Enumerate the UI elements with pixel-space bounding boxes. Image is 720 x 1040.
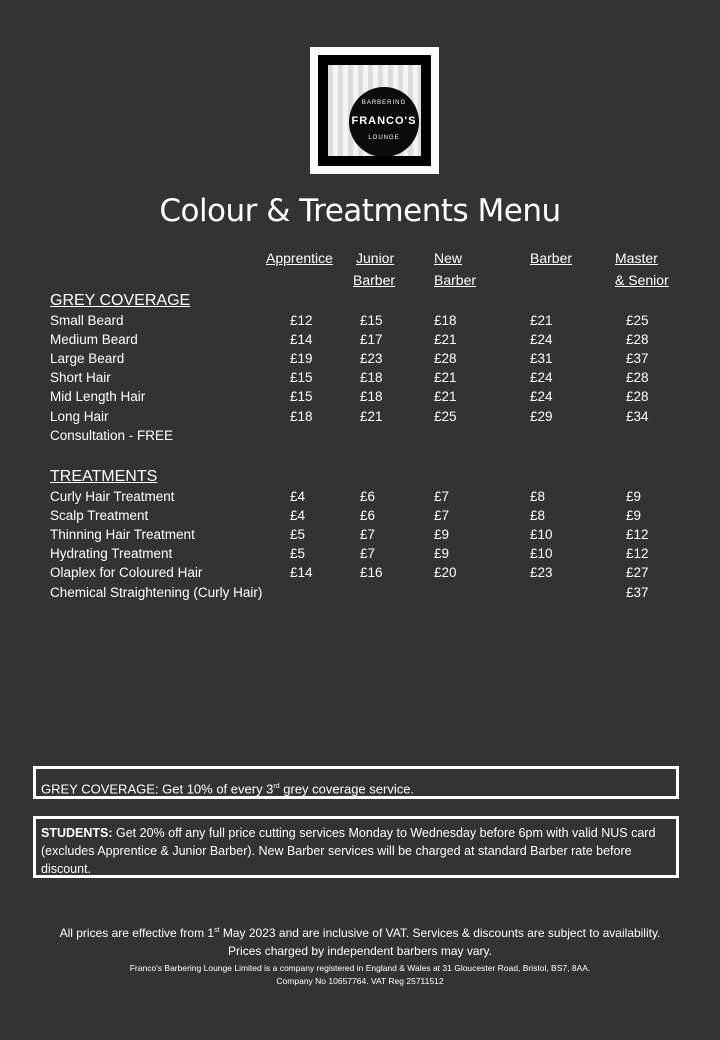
price-cell: £15	[290, 370, 313, 386]
price-cell: £6	[360, 489, 376, 504]
pricing-notice-line1	[0, 922, 720, 942]
price-cell: £25	[434, 408, 457, 424]
grey-offer-text: GREY COVERAGE: Get 10% of every 3	[41, 781, 274, 797]
logo-main-text: FRANCO'S	[351, 115, 417, 127]
service-name: Mid Length Hair	[50, 389, 146, 405]
section-heading-grey-coverage: GREY COVERAGE	[50, 292, 191, 309]
price-cell: £34	[626, 408, 649, 424]
price-cell: £12	[626, 546, 649, 562]
pricing-notice-text-end: May 2023 and are inclusive of VAT. Services & discounts are subject to availability.	[219, 926, 661, 940]
price-cell: £21	[434, 389, 457, 405]
pricing-notice	[0, 922, 720, 960]
price-cell: £16	[360, 565, 383, 581]
price-cell: £19	[290, 351, 313, 367]
grey-offer-text-end: grey coverage service.	[279, 781, 415, 797]
price-cell: £17	[360, 332, 383, 348]
price-row	[0, 585, 720, 604]
price-cell: £14	[290, 565, 313, 581]
price-row	[0, 351, 720, 370]
price-cell: £28	[626, 332, 649, 348]
price-cell: £18	[290, 408, 313, 424]
service-name: Consultation - FREE	[50, 427, 174, 443]
price-cell: £25	[626, 313, 649, 328]
price-row	[0, 527, 720, 546]
column-header-barber	[530, 247, 572, 269]
pricing-notice-sup: st	[214, 927, 220, 934]
grey-offer-sup: rd	[273, 783, 280, 790]
page-title: Colour & Treatments Menu	[159, 193, 561, 229]
price-cell: £15	[360, 313, 383, 328]
price-cell: £24	[530, 370, 553, 386]
price-cell: £28	[626, 389, 649, 405]
price-cell: £9	[434, 527, 450, 543]
price-cell: £21	[434, 332, 457, 348]
logo-badge	[349, 87, 419, 157]
price-cell: £28	[626, 370, 649, 386]
column-header-master-senior	[615, 247, 669, 291]
logo-stripes	[328, 65, 421, 156]
price-cell: £21	[360, 408, 383, 424]
price-cell: £9	[434, 546, 450, 562]
price-cell: £6	[360, 508, 376, 524]
price-row	[0, 546, 720, 565]
price-cell: £24	[530, 389, 553, 405]
service-name: Large Beard	[50, 351, 125, 367]
column-header-line: Barber	[434, 272, 477, 288]
price-row	[0, 389, 720, 408]
logo	[310, 47, 439, 174]
price-cell: £4	[290, 508, 306, 524]
price-cell: £37	[626, 584, 649, 600]
price-cell: £5	[290, 527, 306, 543]
price-cell: £37	[626, 351, 649, 367]
price-cell: £10	[530, 546, 553, 562]
grey-coverage-offer	[33, 766, 679, 799]
price-row	[0, 508, 720, 527]
price-row	[0, 332, 720, 351]
service-name: Short Hair	[50, 370, 111, 386]
service-name: Olaplex for Coloured Hair	[50, 565, 203, 581]
column-header-line: Barber	[353, 272, 396, 288]
column-header-line: Master	[615, 250, 658, 266]
legal-line1: Franco's Barbering Lounge Limited is a company registered in England & Wales at 31 Gloucester Road, Bristol, BS7, 8AA.	[129, 963, 591, 973]
price-cell: £12	[290, 313, 313, 328]
price-cell: £23	[360, 351, 383, 367]
logo-bottom-text: LOUNGE	[368, 135, 400, 141]
price-cell: £29	[530, 408, 553, 424]
price-cell: £18	[360, 370, 383, 386]
column-header-line: & Senior	[615, 272, 669, 288]
service-name: Curly Hair Treatment	[50, 489, 175, 504]
price-cell: £4	[290, 489, 306, 504]
price-cell: £31	[530, 351, 553, 367]
price-cell: £21	[434, 370, 457, 386]
price-cell: £8	[530, 489, 546, 504]
price-row	[0, 428, 720, 447]
service-name: Small Beard	[50, 313, 124, 328]
column-header-line: Apprentice	[266, 250, 333, 266]
price-cell: £7	[434, 489, 450, 504]
service-name: Thinning Hair Treatment	[50, 527, 195, 543]
section-heading-treatments: TREATMENTS	[50, 468, 158, 485]
price-cell: £18	[434, 313, 457, 328]
column-header-apprentice	[266, 247, 333, 269]
price-cell: £21	[530, 313, 553, 328]
logo-border	[318, 55, 431, 166]
service-name: Hydrating Treatment	[50, 546, 173, 562]
price-cell: £9	[626, 489, 642, 504]
price-cell: £9	[626, 508, 642, 524]
price-cell: £7	[360, 546, 376, 562]
service-name: Long Hair	[50, 408, 109, 424]
pricing-notice-line2: Prices charged by independent barbers may vary.	[228, 944, 492, 958]
service-name: Medium Beard	[50, 332, 138, 348]
price-cell: £5	[290, 546, 306, 562]
price-row	[0, 565, 720, 584]
price-row	[0, 370, 720, 389]
service-name: Scalp Treatment	[50, 508, 149, 524]
legal-line2: Company No 10657764. VAT Reg 25711512	[276, 976, 444, 986]
price-cell: £23	[530, 565, 553, 581]
price-cell: £14	[290, 332, 313, 348]
legal-notice	[0, 962, 720, 988]
price-cell: £24	[530, 332, 553, 348]
price-cell: £18	[360, 389, 383, 405]
price-cell: £12	[626, 527, 649, 543]
price-cell: £27	[626, 565, 649, 581]
service-name: Chemical Straightening (Curly Hair)	[50, 584, 263, 600]
column-header-new-barber	[434, 247, 476, 291]
price-cell: £20	[434, 565, 457, 581]
pricing-notice-text: All prices are effective from 1	[59, 926, 215, 940]
students-offer	[33, 816, 679, 878]
price-cell: £7	[434, 508, 450, 524]
logo-top-text: BARBERING	[361, 100, 407, 106]
price-cell: £15	[290, 389, 313, 405]
price-cell: £10	[530, 527, 553, 543]
price-cell: £28	[434, 351, 457, 367]
students-offer-text: Get 20% off any full price cutting services Monday to Wednesday before 6pm with valid NUS card (excludes Apprentice & Junior Barber). New Barber services will be charged at standard Barber rate before discount.	[41, 826, 656, 876]
price-row	[0, 489, 720, 508]
price-cell: £8	[530, 508, 546, 524]
price-cell: £7	[360, 527, 376, 543]
column-header-line: Junior	[356, 250, 395, 266]
students-label: STUDENTS:	[41, 826, 113, 840]
column-header-line: New	[434, 250, 463, 266]
price-row	[0, 409, 720, 428]
price-row	[0, 313, 720, 332]
column-header-junior-barber	[353, 247, 395, 291]
column-header-line: Barber	[530, 250, 573, 266]
